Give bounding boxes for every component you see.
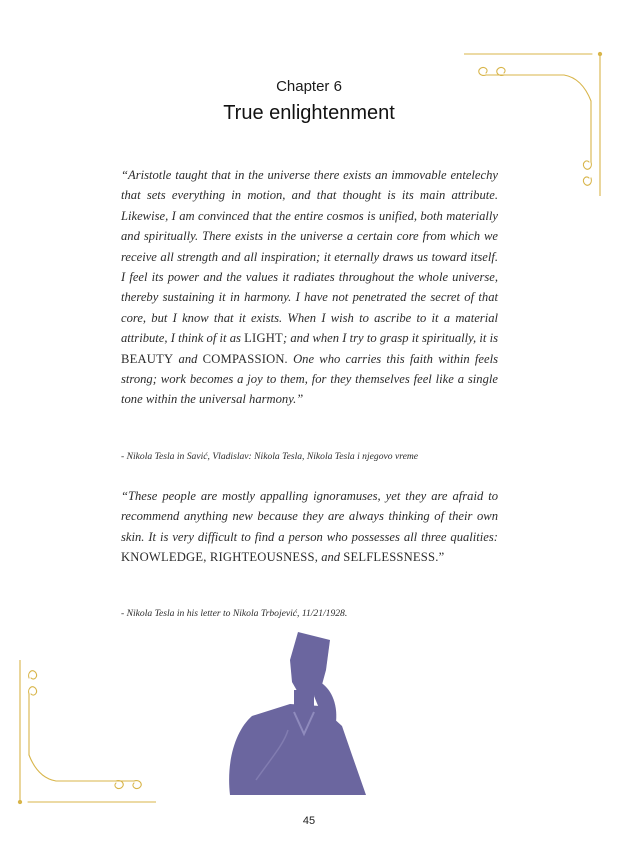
chapter-title: True enlightenment	[223, 102, 395, 124]
quote-text: and	[173, 351, 203, 366]
quote-emphasis-compassion: COMPASSION	[202, 351, 285, 366]
quote-text: “These people are mostly appalling ignoramuses, yet they are afraid to recommend anything new because they are always thinking of their own skin. It is very difficult to find a person who possesses all three qualities:	[121, 489, 498, 544]
quote-text: . One who carries this faith within feels strong; work becomes a joy to them, for they themselves feel like a single tone within the universal harmony.”	[121, 351, 499, 407]
quote-ignoramuses	[121, 486, 498, 568]
quote-emphasis-qualities: KNOWLEDGE, RIGHTEOUSNESS,	[121, 550, 319, 565]
quote-emphasis-beauty: BEAUTY	[121, 351, 174, 366]
quote-text: “Aristotle taught that in the universe there exists an immovable entelechy that sets everything in motion, and that thought is its main attribute. Likewise, I am convinced that the entire cosmos is unified, both materially and spiritually. There exists in the universe a certain core from which we receive all strength and all inspiration; it eternally draws us toward itself. I feel its power and the values it radiates throughout the whole universe, thereby sustaining it in harmony. I have not penetrated the secret of that core, but I know that it exists. When I wish to ascribe to it a material attribute, I think of it as	[121, 168, 498, 346]
quote-aristotle	[121, 165, 498, 410]
thinking-man-silhouette-icon	[226, 630, 366, 795]
chapter-label: Chapter 6	[276, 78, 342, 95]
quote-attribution-savic: - Nikola Tesla in Savić, Vladislav: Nikola Tesla, Nikola Tesla i njegovo vreme	[121, 451, 419, 462]
page-number: 45	[302, 815, 316, 827]
quote-text: ; and when I try to grasp it spiritually, it is	[282, 331, 498, 346]
quote-emphasis-selflessness: SELFLESSNESS.”	[343, 550, 445, 565]
quote-emphasis-light: LIGHT	[244, 331, 283, 346]
corner-ornament-bottom-left-icon	[6, 660, 156, 810]
quote-attribution-trbojevic: - Nikola Tesla in his letter to Nikola Trbojević, 11/21/1928.	[121, 608, 348, 619]
quote-text: and	[318, 550, 344, 565]
